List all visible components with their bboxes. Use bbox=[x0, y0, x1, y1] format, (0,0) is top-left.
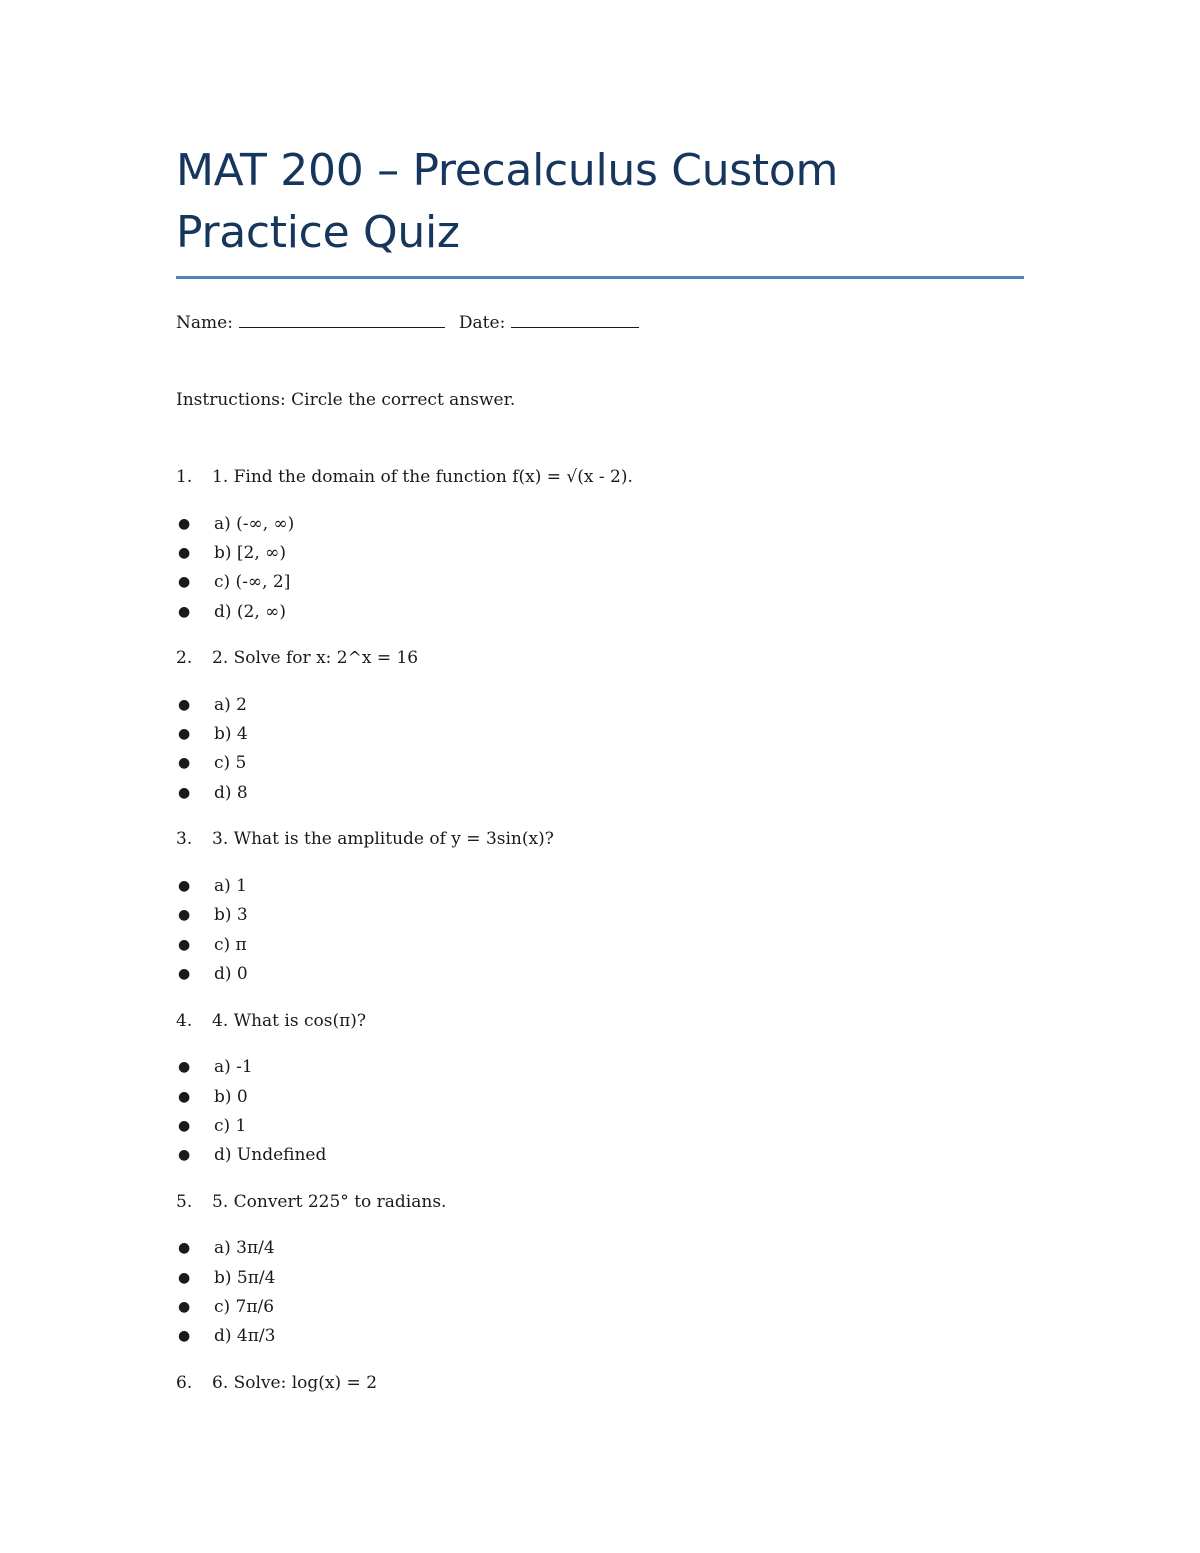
answer-option[interactable] bbox=[176, 1140, 1024, 1169]
answer-option-text: a) -1 bbox=[214, 1057, 253, 1078]
bullet-icon: ● bbox=[178, 696, 191, 713]
question-text: 4. What is cos(π)? bbox=[212, 1010, 367, 1031]
answer-option-text: d) 4π/3 bbox=[214, 1326, 276, 1347]
answer-option[interactable] bbox=[176, 901, 1024, 930]
answer-option-text: d) (2, ∞) bbox=[214, 601, 286, 622]
question-number: 1. bbox=[176, 467, 193, 487]
answer-option-text: d) 8 bbox=[214, 782, 248, 803]
date-blank[interactable] bbox=[511, 309, 639, 328]
bullet-icon: ● bbox=[178, 907, 191, 924]
question-1 bbox=[176, 465, 1024, 489]
answer-option-text: a) (-∞, ∞) bbox=[214, 513, 295, 534]
answer-option[interactable] bbox=[176, 778, 1024, 807]
question-3 bbox=[176, 827, 1024, 851]
name-date-line bbox=[176, 309, 1024, 335]
bullet-icon: ● bbox=[178, 1117, 191, 1134]
answer-option-text: a) 1 bbox=[214, 876, 247, 897]
title-underline bbox=[176, 276, 1024, 279]
question-number: 6. bbox=[176, 1372, 193, 1393]
quiz-page bbox=[176, 140, 1024, 1415]
question-text: 5. Convert 225° to radians. bbox=[212, 1191, 447, 1212]
question-5 bbox=[176, 1190, 1024, 1214]
answer-option-text: c) 7π/6 bbox=[214, 1296, 275, 1317]
question-block bbox=[176, 1371, 1024, 1395]
bullet-icon: ● bbox=[178, 784, 191, 801]
date-label: Date: bbox=[458, 313, 506, 333]
instructions: Instructions: Circle the correct answer. bbox=[176, 390, 516, 410]
answer-option[interactable] bbox=[176, 719, 1024, 748]
bullet-icon: ● bbox=[178, 515, 191, 532]
answer-option-text: d) Undefined bbox=[214, 1145, 327, 1166]
answer-option[interactable] bbox=[176, 538, 1024, 567]
answer-option[interactable] bbox=[176, 1263, 1024, 1292]
answer-option-text: c) 5 bbox=[214, 753, 247, 774]
answer-option[interactable] bbox=[176, 1322, 1024, 1351]
answer-option-text: a) 2 bbox=[214, 694, 247, 715]
answer-options bbox=[176, 871, 1024, 988]
question-block bbox=[176, 646, 1024, 807]
bullet-icon: ● bbox=[178, 965, 191, 982]
answer-option-text: b) 0 bbox=[214, 1086, 248, 1107]
bullet-icon: ● bbox=[178, 1088, 191, 1105]
answer-option[interactable] bbox=[176, 871, 1024, 900]
answer-option[interactable] bbox=[176, 1053, 1024, 1082]
bullet-icon: ● bbox=[178, 755, 191, 772]
question-number: 2. bbox=[176, 648, 193, 669]
answer-option[interactable] bbox=[176, 568, 1024, 597]
bullet-icon: ● bbox=[178, 574, 191, 591]
bullet-icon: ● bbox=[178, 1147, 191, 1164]
answer-option[interactable] bbox=[176, 930, 1024, 959]
answer-option[interactable] bbox=[176, 749, 1024, 778]
answer-option-text: b) 4 bbox=[214, 724, 248, 745]
bullet-icon: ● bbox=[178, 1059, 191, 1076]
bullet-icon: ● bbox=[178, 726, 191, 743]
question-text: 2. Solve for x: 2^x = 16 bbox=[212, 648, 419, 669]
bullet-icon: ● bbox=[178, 603, 191, 620]
question-text: 3. What is the amplitude of y = 3sin(x)? bbox=[212, 829, 554, 850]
answer-option-text: a) 3π/4 bbox=[214, 1238, 275, 1259]
question-number: 3. bbox=[176, 829, 193, 850]
question-block bbox=[176, 1190, 1024, 1351]
answer-option-text: b) [2, ∞) bbox=[214, 542, 286, 563]
answer-options bbox=[176, 1053, 1024, 1170]
bullet-icon: ● bbox=[178, 1328, 191, 1345]
question-text: 6. Solve: log(x) = 2 bbox=[212, 1372, 378, 1393]
answer-option-text: b) 3 bbox=[214, 905, 248, 926]
bullet-icon: ● bbox=[178, 1298, 191, 1315]
bullet-icon: ● bbox=[178, 1240, 191, 1257]
question-list bbox=[176, 465, 1024, 1395]
answer-option[interactable] bbox=[176, 1111, 1024, 1140]
answer-option[interactable] bbox=[176, 959, 1024, 988]
question-block bbox=[176, 465, 1024, 626]
answer-option[interactable] bbox=[176, 1234, 1024, 1263]
answer-option-text: c) π bbox=[214, 934, 247, 955]
answer-options bbox=[176, 690, 1024, 807]
question-2 bbox=[176, 646, 1024, 670]
question-text: 1. Find the domain of the function f(x) = √(x - 2). bbox=[212, 467, 633, 487]
question-4 bbox=[176, 1009, 1024, 1033]
bullet-icon: ● bbox=[178, 878, 191, 895]
bullet-icon: ● bbox=[178, 1269, 191, 1286]
answer-option[interactable] bbox=[176, 690, 1024, 719]
answer-option-text: d) 0 bbox=[214, 963, 248, 984]
answer-option-text: b) 5π/4 bbox=[214, 1267, 276, 1288]
question-number: 5. bbox=[176, 1191, 193, 1212]
question-block bbox=[176, 1009, 1024, 1170]
question-block bbox=[176, 827, 1024, 988]
answer-option-text: c) (-∞, 2] bbox=[214, 572, 291, 593]
page-title: MAT 200 – Precalculus Custom Practice Quiz bbox=[176, 145, 839, 258]
answer-options bbox=[176, 509, 1024, 626]
answer-options bbox=[176, 1234, 1024, 1351]
question-6 bbox=[176, 1371, 1024, 1395]
answer-option[interactable] bbox=[176, 597, 1024, 626]
answer-option[interactable] bbox=[176, 1082, 1024, 1111]
answer-option[interactable] bbox=[176, 509, 1024, 538]
name-label: Name: bbox=[176, 313, 233, 333]
bullet-icon: ● bbox=[178, 936, 191, 953]
answer-option[interactable] bbox=[176, 1292, 1024, 1321]
bullet-icon: ● bbox=[178, 544, 191, 561]
name-blank[interactable] bbox=[239, 309, 445, 328]
answer-option-text: c) 1 bbox=[214, 1115, 247, 1136]
question-number: 4. bbox=[176, 1010, 193, 1031]
